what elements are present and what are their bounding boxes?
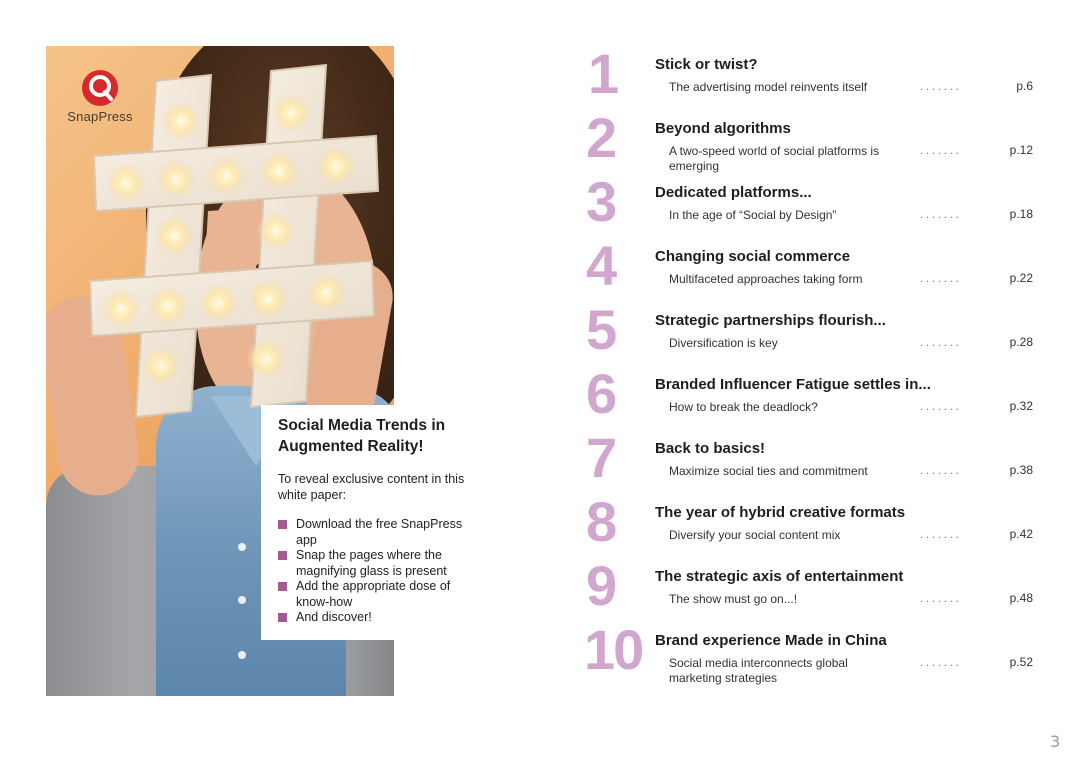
toc-entry-title: Stick or twist? <box>655 56 758 73</box>
toc-entry-subtitle: Social media interconnects global marketing strategies <box>669 656 848 685</box>
toc-leader-dots: ....... <box>920 335 962 349</box>
toc-entry-title: Beyond algorithms <box>655 120 791 137</box>
toc-entry-number: 8 <box>586 490 616 553</box>
toc-entry[interactable] <box>580 426 1040 492</box>
toc-entry-title: Strategic partnerships flourish... <box>655 312 886 329</box>
toc-entry-title: The year of hybrid creative formats <box>655 504 906 521</box>
toc-entry-subtitle: A two-speed world of social platforms is emerging <box>669 144 880 173</box>
page-number: 3 <box>1050 732 1061 751</box>
toc-leader-dots: ....... <box>920 143 962 157</box>
toc-entry-number: 7 <box>586 426 616 489</box>
toc-entry-page: p.42 <box>1009 527 1033 541</box>
shirt-button <box>238 543 246 551</box>
ar-card-title: Social Media Trends in Augmented Reality! <box>278 417 446 455</box>
shirt-button <box>238 651 246 659</box>
toc-entry-subtitle: Diversification is key <box>669 336 778 350</box>
toc-leader-dots: ....... <box>920 271 962 285</box>
toc-entry[interactable] <box>580 298 1040 364</box>
toc-entry-subtitle: The show must go on...! <box>669 592 798 606</box>
logo-wordmark: SnapPress <box>67 109 133 124</box>
square-bullet-icon <box>278 551 287 560</box>
toc-entry[interactable] <box>580 618 1040 685</box>
square-bullet-icon <box>278 520 287 529</box>
ar-step-text: And discover! <box>296 610 372 624</box>
toc-entry-subtitle: The advertising model reinvents itself <box>669 80 868 94</box>
toc-leader-dots: ....... <box>920 463 962 477</box>
toc-leader-dots: ....... <box>920 79 962 93</box>
toc-entry-title: Brand experience Made in China <box>655 632 887 649</box>
augmented-reality-card <box>261 405 498 640</box>
toc-entry[interactable] <box>580 42 1040 108</box>
toc-entry-page: p.18 <box>1009 207 1033 221</box>
toc-entry-number: 4 <box>586 234 616 297</box>
toc-entry-page: p.22 <box>1009 271 1033 285</box>
toc-entry-subtitle: Diversify your social content mix <box>669 528 841 542</box>
ar-card-intro: To reveal exclusive content in this white paper: <box>278 472 465 502</box>
toc-entry[interactable] <box>580 170 1040 236</box>
toc-entry-page: p.32 <box>1009 399 1033 413</box>
toc-entry-page: p.52 <box>1009 655 1033 669</box>
ar-step <box>278 517 484 548</box>
toc-leader-dots: ....... <box>920 655 962 669</box>
toc-entry-subtitle: How to break the deadlock? <box>669 400 818 414</box>
toc-leader-dots: ....... <box>920 399 962 413</box>
toc-entry-page: p.28 <box>1009 335 1033 349</box>
toc-entry-number: 6 <box>586 362 616 425</box>
toc-entry-subtitle: Multifaceted approaches taking form <box>669 272 863 286</box>
square-bullet-icon <box>278 613 287 622</box>
toc-entry[interactable] <box>580 234 1040 300</box>
toc-entry-subtitle: In the age of “Social by Design” <box>669 208 837 222</box>
toc-entry[interactable] <box>580 554 1040 620</box>
toc-entry-page: p.38 <box>1009 463 1033 477</box>
toc-entry-subtitle: Maximize social ties and commitment <box>669 464 868 478</box>
toc-entry-number: 1 <box>588 42 618 105</box>
toc-entry-page: p.6 <box>1016 79 1033 93</box>
toc-entry-page: p.48 <box>1009 591 1033 605</box>
ar-steps-list <box>278 517 484 626</box>
toc-leader-dots: ....... <box>920 591 962 605</box>
magnifying-glass-logo-icon <box>80 68 120 108</box>
toc-entry-title: Branded Influencer Fatigue settles in... <box>655 376 931 393</box>
ar-step <box>278 548 484 579</box>
snappress-logo <box>60 68 140 124</box>
ar-step <box>278 610 484 626</box>
ar-step <box>278 579 484 610</box>
shirt-button <box>238 596 246 604</box>
toc-entry-title: Back to basics! <box>655 440 766 457</box>
toc-entry-number: 5 <box>586 298 616 361</box>
toc-leader-dots: ....... <box>920 527 962 541</box>
toc-leader-dots: ....... <box>920 207 962 221</box>
square-bullet-icon <box>278 582 287 591</box>
toc-entry-number: 9 <box>586 554 616 617</box>
toc-entry-title: The strategic axis of entertainment <box>655 568 904 585</box>
toc-entry-number: 10 <box>584 618 643 681</box>
toc-entry[interactable] <box>580 362 1040 428</box>
toc-entry-number: 2 <box>586 106 616 169</box>
ar-step-text: Add the appropriate dose of know-how <box>296 579 451 609</box>
toc-entry-number: 3 <box>586 170 616 233</box>
toc-entry-page: p.12 <box>1009 143 1033 157</box>
toc-entry-title: Changing social commerce <box>655 248 851 265</box>
toc-entry[interactable] <box>580 106 1040 173</box>
toc-entry-title: Dedicated platforms... <box>655 184 812 201</box>
ar-step-text: Download the free SnapPress app <box>296 517 463 547</box>
toc-entry[interactable] <box>580 490 1040 556</box>
ar-step-text: Snap the pages where the magnifying glass is present <box>296 548 447 578</box>
